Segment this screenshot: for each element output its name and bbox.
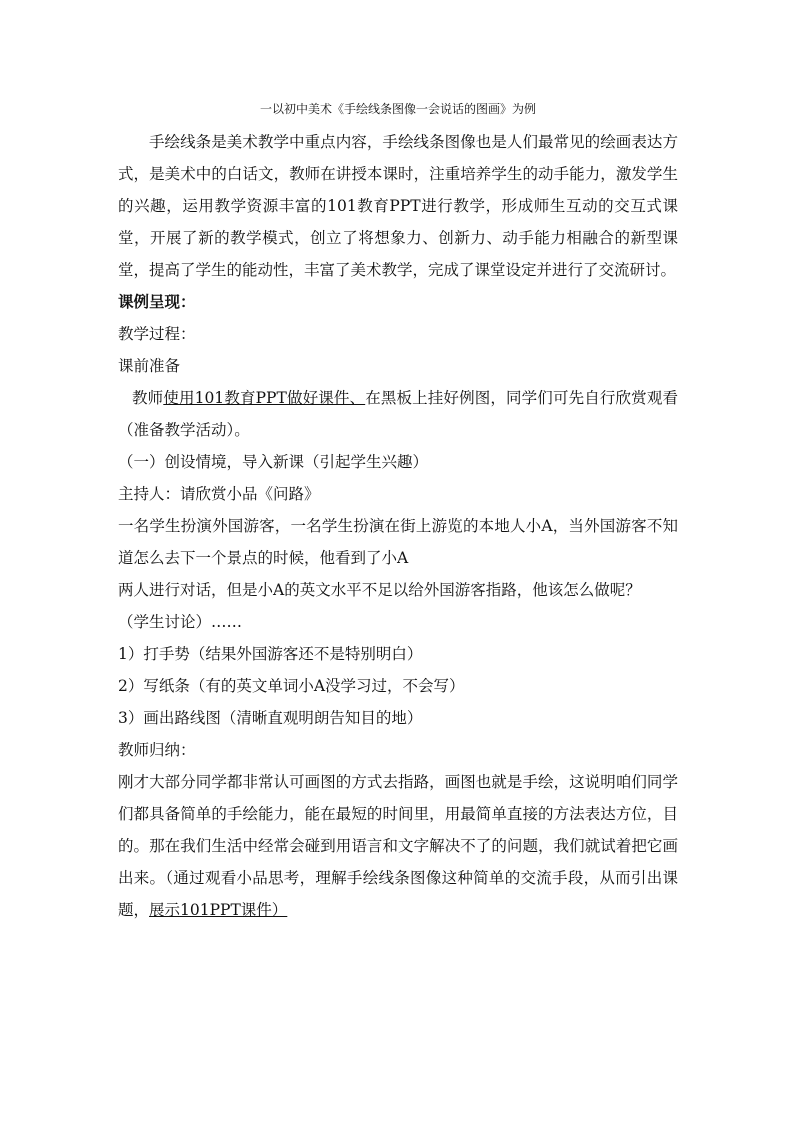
step1-heading: （一）创设情境，导入新课（引起学生兴趣） [118,453,429,471]
summary-label: 教师归纳： [118,741,196,759]
prep-paragraph [118,382,678,446]
scene-paragraph-2: 两人进行对话，但是小A的英文水平不足以给外国游客指路，他该怎么做呢？ [118,581,641,599]
document-subtitle: 一以初中美术《手绘线条图像一会说话的图画》为例 [259,102,536,116]
list-item: 1）打手势（结果外国游客还不是特别明白） [118,645,423,663]
prep-underlined-text: 使用101教育PPT做好课件、 [163,389,366,407]
prep-text-1: 教师 [132,389,164,407]
process-label: 教学过程： [118,325,196,343]
host-line: 主持人：请欣赏小品《问路》 [118,485,320,503]
list-item: 2）写纸条（有的英文单词小A没学习过，不会写） [118,677,465,695]
section-heading: 课例呈现： [118,292,196,311]
summary-text: 刚才大部分同学都非常认可画图的方式去指路，画图也就是手绘，这说明咱们同学们都具备简单的手绘能力，能在最短的时间里，用最简单直接的方法表达方位，目的。那在我们生活中经常会碰到用语言和文字解决不了的问题，我们就试着把它画出来。（通过观看小品思考，理解手绘线条图像这种简单的交流手段，从而引出课题， [118,773,678,919]
prep-label: 课前准备 [118,357,181,375]
scene-paragraph-1: 一名学生扮演外国游客，一名学生扮演在街上游览的本地人小A，当外国游客不知道怎么去下一个景点的时候，他看到了小A [118,517,678,567]
discussion-line: （学生讨论）…… [118,613,243,631]
summary-paragraph [118,766,678,926]
prep-text-2: 在黑板上挂好例图，同学们可先自行欣赏观看（准备教学活动）。 [118,389,678,439]
summary-underlined-text: 展示101PPT课件） [149,901,288,919]
document-page [118,100,678,926]
intro-paragraph: 手绘线条是美术教学中重点内容，手绘线条图像也是人们最常见的绘画表达方式，是美术中的白话文，教师在讲授本课时，注重培养学生的动手能力，激发学生的兴趣，运用教学资源丰富的101教育PPT进行教学，形成师生互动的交互式课堂，开展了新的教学模式，创立了将想象力、创新力、动手能力相融合的新型课堂，提高了学生的能动性，丰富了美术教学，完成了课堂设定并进行了交流研讨。 [118,133,678,279]
list-item: 3）画出路线图（清晰直观明朗告知目的地） [118,709,423,727]
